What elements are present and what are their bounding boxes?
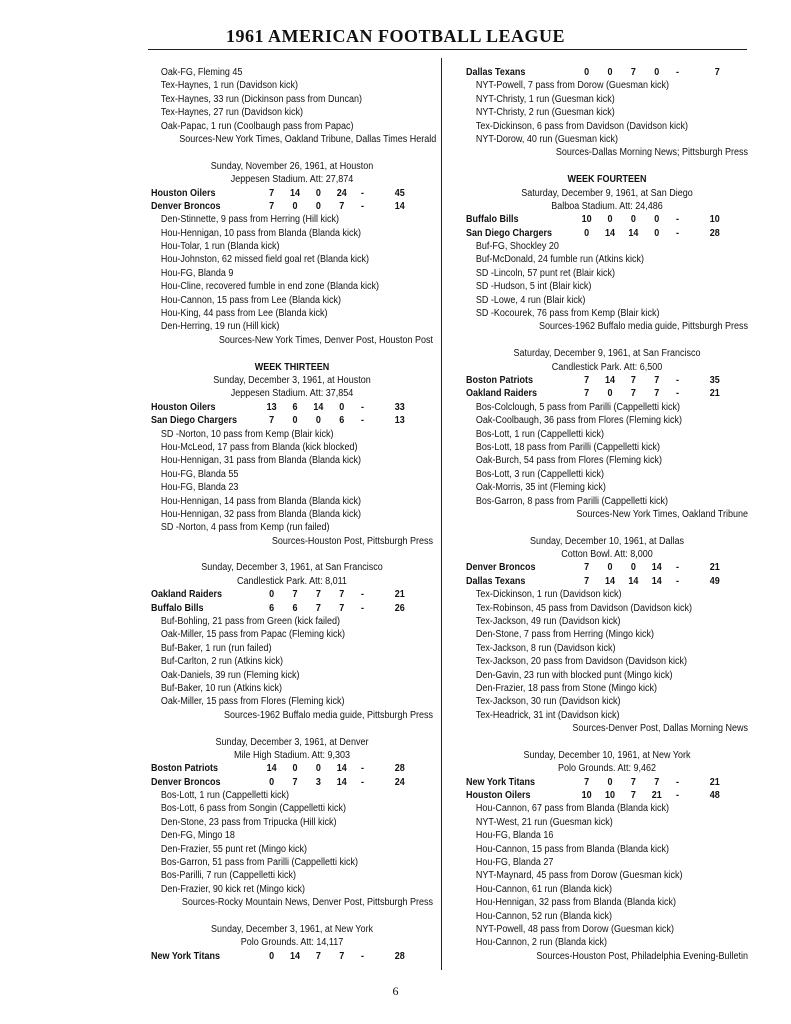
team-name: Dallas Texans <box>466 575 526 587</box>
final-score: 21 <box>394 589 405 601</box>
page-number: 6 <box>392 984 399 998</box>
team-name: Dallas Texans <box>466 67 526 78</box>
scoring-play: Bos-Parilli, 7 run (Cappelletti kick) <box>160 870 296 882</box>
left-column <box>151 66 437 963</box>
score-dash: - <box>360 589 365 601</box>
quarter-score: 13 <box>266 401 277 413</box>
team-name: San Diego Chargers <box>466 227 553 239</box>
sources-line: Sources-Dallas Morning News; Pittsburgh Press <box>555 147 748 159</box>
quarter-score: 14 <box>604 227 616 239</box>
final-score: 24 <box>394 776 405 788</box>
game-info: Sunday, December 10, 1961, at New York <box>523 749 691 761</box>
quarter-score: 0 <box>315 187 321 199</box>
scoring-play: Tex-Jackson, 49 run (Davidson kick) <box>475 616 621 628</box>
quarter-score: 7 <box>584 776 590 788</box>
team-score-row <box>466 213 720 226</box>
spacer <box>466 736 748 749</box>
scoring-play: Den-Gavin, 23 run with blocked punt (Mingo kick) <box>475 669 673 681</box>
scoring-play: SD -Norton, 4 pass from Kemp (run failed) <box>160 522 330 534</box>
score-dash: - <box>675 67 680 78</box>
quarter-score: 7 <box>269 187 275 199</box>
quarter-score: 0 <box>315 763 321 775</box>
game-info: Sunday, December 3, 1961, at Denver <box>215 736 369 748</box>
team-name: New York Titans <box>151 950 221 962</box>
quarter-score: 14 <box>651 575 662 587</box>
spacer <box>151 548 433 561</box>
quarter-score: 7 <box>630 67 636 78</box>
team-name: Houston Oilers <box>151 401 216 413</box>
scoring-play: NYT-Christy, 2 run (Guesman kick) <box>475 107 615 119</box>
scoring-play: Buf-Baker, 1 run (run failed) <box>160 642 272 654</box>
scoring-play: NYT-West, 21 run (Guesman kick) <box>475 816 613 828</box>
team-score-row <box>466 227 720 240</box>
scoring-play: Den-Herring, 19 run (Hill kick) <box>160 321 280 333</box>
quarter-score: 7 <box>654 374 660 386</box>
quarter-score: 0 <box>584 67 590 78</box>
scoring-play: Tex-Dickinson, 6 pass from Davidson (Davidson kick) <box>475 120 688 132</box>
quarter-score: 14 <box>336 776 347 788</box>
sources-line: Sources-Houston Post, Philadelphia Evening-Bulletin <box>536 950 748 962</box>
final-score: 49 <box>709 575 720 587</box>
game-info: Sunday, December 3, 1961, at San Francisco <box>201 562 383 574</box>
scoring-play: Oak-Burch, 54 pass from Flores (Fleming kick) <box>475 455 662 467</box>
quarter-score: 0 <box>292 200 298 212</box>
team-score-row <box>151 187 405 200</box>
quarter-score: 6 <box>269 602 275 614</box>
quarter-score: 0 <box>630 562 636 574</box>
spacer <box>466 160 748 173</box>
game-info: Sunday, December 10, 1961, at Dallas <box>530 535 684 547</box>
quarter-score: 7 <box>292 589 298 601</box>
score-dash: - <box>360 763 365 775</box>
game-info: Sunday, December 3, 1961, at Houston <box>213 374 371 386</box>
quarter-score: 0 <box>269 950 275 962</box>
scoring-play: Den-Stone, 7 pass from Herring (Mingo kick) <box>475 629 654 641</box>
game-info: Saturday, December 9, 1961, at San Diego <box>521 187 693 199</box>
scoring-play: NYT-Powell, 48 pass from Dorow (Guesman kick) <box>475 924 674 935</box>
quarter-score: 7 <box>339 589 345 601</box>
team-name: New York Titans <box>466 776 536 788</box>
quarter-score: 14 <box>313 401 324 413</box>
quarter-score: 21 <box>651 790 662 802</box>
team-score-row <box>151 776 405 789</box>
scoring-play: NYT-Powell, 7 pass from Dorow (Guesman kick) <box>475 80 669 92</box>
quarter-score: 7 <box>315 589 321 601</box>
game-info: Mile High Stadium. Att: 9,303 <box>233 749 351 761</box>
game-info: Cotton Bowl. Att: 8,000 <box>561 549 653 561</box>
quarter-score: 14 <box>289 187 301 199</box>
scoring-play: Oak-Coolbaugh, 36 pass from Flores (Fleming kick) <box>475 415 682 427</box>
score-dash: - <box>360 187 365 199</box>
week-heading: WEEK THIRTEEN <box>254 361 330 373</box>
scoring-play: Hou-Tolar, 1 run (Blanda kick) <box>160 241 280 253</box>
spacer <box>466 334 748 347</box>
scoring-play: Den-Frazier, 55 punt ret (Mingo kick) <box>160 843 307 855</box>
score-dash: - <box>360 950 365 962</box>
spacer <box>151 722 433 735</box>
quarter-score: 6 <box>292 401 298 413</box>
game-info: Jeppesen Stadium. Att: 27,874 <box>230 174 354 186</box>
team-name: Houston Oilers <box>466 790 531 802</box>
column-divider <box>441 58 442 970</box>
final-score: 21 <box>709 562 720 574</box>
quarter-score: 0 <box>292 763 298 775</box>
game-info: Candlestick Park. Att: 6,500 <box>551 361 663 373</box>
scoring-play: Buf-Baker, 10 run (Atkins kick) <box>160 682 282 694</box>
team-name: Boston Patriots <box>466 374 534 386</box>
score-dash: - <box>360 602 365 614</box>
team-score-row <box>151 762 405 775</box>
scoring-play: Buf-Carlton, 2 run (Atkins kick) <box>160 656 283 668</box>
score-dash: - <box>675 575 680 587</box>
quarter-score: 0 <box>654 67 660 78</box>
scoring-play: Buf-FG, Shockley 20 <box>475 241 559 253</box>
scoring-play: Tex-Haynes, 27 run (Davidson kick) <box>160 107 303 119</box>
game-info: Balboa Stadium. Att: 24,486 <box>551 200 663 212</box>
quarter-score: 7 <box>630 790 636 802</box>
scoring-play: NYT-Maynard, 45 pass from Dorow (Guesman kick) <box>475 870 683 882</box>
sources-line: Sources-New York Times, Oakland Tribune, Dallas Times Herald <box>179 133 437 145</box>
quarter-score: 14 <box>604 575 616 587</box>
scoring-play: Hou-FG, Blanda 23 <box>160 482 239 494</box>
quarter-score: 0 <box>607 67 613 78</box>
scoring-play: Hou-Hennigan, 14 pass from Blanda (Blanda kick) <box>160 495 362 507</box>
quarter-score: 0 <box>607 776 613 788</box>
scoring-play: Bos-Garron, 51 pass from Parilli (Cappelletti kick) <box>160 857 358 869</box>
scoring-play: Hou-McLeod, 17 pass from Blanda (kick blocked) <box>160 441 358 453</box>
quarter-score: 14 <box>336 763 347 775</box>
sources-line: Sources-Denver Post, Dallas Morning News <box>572 723 748 735</box>
quarter-score: 0 <box>607 214 613 226</box>
scoring-play: Hou-Cannon, 61 run (Blanda kick) <box>475 883 612 895</box>
game-info: Jeppesen Stadium. Att: 37,854 <box>230 388 354 400</box>
game-info: Saturday, December 9, 1961, at San Francisco <box>513 348 701 360</box>
spacer <box>151 347 433 360</box>
team-name: Denver Broncos <box>151 200 221 212</box>
scoring-play: Hou-King, 44 pass from Lee (Blanda kick) <box>160 308 328 320</box>
final-score: 14 <box>394 200 405 212</box>
final-score: 35 <box>709 374 720 386</box>
quarter-score: 7 <box>339 200 345 212</box>
quarter-score: 14 <box>289 950 301 962</box>
scoring-play: Oak-FG, Fleming 45 <box>160 67 243 78</box>
quarter-score: 0 <box>339 401 345 413</box>
score-dash: - <box>675 562 680 574</box>
scoring-play: Bos-Lott, 18 pass from Parilli (Cappelletti kick) <box>475 441 660 453</box>
final-score: 26 <box>394 602 405 614</box>
quarter-score: 0 <box>654 214 660 226</box>
scoring-play: Hou-Cline, recovered fumble in end zone (Blanda kick) <box>160 281 380 293</box>
scoring-play: Bos-Garron, 8 pass from Parilli (Cappelletti kick) <box>475 495 668 507</box>
scoring-play: SD -Norton, 10 pass from Kemp (Blair kick) <box>160 428 334 440</box>
quarter-score: 7 <box>269 200 275 212</box>
team-name: Oakland Raiders <box>151 589 223 601</box>
team-score-row <box>151 588 405 601</box>
scoring-play: Tex-Jackson, 8 run (Davidson kick) <box>475 642 616 654</box>
sources-line: Sources-1962 Buffalo media guide, Pittsburgh Press <box>539 321 748 333</box>
scoring-play: Hou-FG, Blanda 55 <box>160 468 239 480</box>
quarter-score: 7 <box>339 602 345 614</box>
scoring-play: Tex-Headrick, 31 int (Davidson kick) <box>475 709 620 721</box>
quarter-score: 14 <box>628 575 639 587</box>
quarter-score: 7 <box>315 950 321 962</box>
final-score: 21 <box>709 388 720 400</box>
quarter-score: 0 <box>607 562 613 574</box>
team-name: Houston Oilers <box>151 187 216 199</box>
game-info: Polo Grounds. Att: 9,462 <box>557 763 657 775</box>
scoring-play: Tex-Dickinson, 1 run (Davidson kick) <box>475 589 622 601</box>
team-score-row <box>151 200 405 213</box>
spacer <box>151 910 433 923</box>
final-score: 45 <box>394 187 405 199</box>
quarter-score: 10 <box>581 790 592 802</box>
team-name: Buffalo Bills <box>466 214 519 226</box>
final-score: 28 <box>394 950 405 962</box>
scoring-play: Den-Stinnette, 9 pass from Herring (Hill kick) <box>160 214 339 226</box>
quarter-score: 6 <box>292 602 298 614</box>
team-name: San Diego Chargers <box>151 415 238 427</box>
sources-line: Sources-Houston Post, Pittsburgh Press <box>271 535 433 547</box>
scoring-play: Hou-Cannon, 15 pass from Lee (Blanda kick) <box>160 294 341 306</box>
quarter-score: 7 <box>315 602 321 614</box>
scoring-play: Tex-Haynes, 33 run (Dickinson pass from Duncan) <box>160 93 362 105</box>
scoring-play: Tex-Jackson, 20 pass from Davidson (Davidson kick) <box>475 656 687 668</box>
team-score-row <box>466 374 720 387</box>
scoring-play: Buf-McDonald, 24 fumble run (Atkins kick) <box>475 254 644 266</box>
scoring-play: Hou-FG, Blanda 9 <box>160 267 234 279</box>
final-score: 10 <box>709 214 720 226</box>
quarter-score: 7 <box>654 388 660 400</box>
quarter-score: 7 <box>339 950 345 962</box>
quarter-score: 3 <box>315 776 321 788</box>
quarter-score: 0 <box>269 589 275 601</box>
final-score: 28 <box>394 763 405 775</box>
quarter-score: 24 <box>336 187 347 199</box>
scoring-play: Bos-Lott, 1 run (Cappelletti kick) <box>475 428 604 440</box>
quarter-score: 7 <box>630 388 636 400</box>
spacer <box>466 521 748 534</box>
team-score-row <box>151 414 405 427</box>
scoring-play: Hou-Johnston, 62 missed field goal ret (Blanda kick) <box>160 254 370 266</box>
final-score: 48 <box>709 790 720 802</box>
quarter-score: 6 <box>339 415 345 427</box>
scoring-play: Tex-Jackson, 30 run (Davidson kick) <box>475 696 621 708</box>
team-score-row <box>466 789 720 802</box>
quarter-score: 10 <box>581 214 592 226</box>
team-name: Boston Patriots <box>151 763 219 775</box>
score-dash: - <box>360 401 365 413</box>
sources-line: Sources-New York Times, Oakland Tribune <box>576 508 748 520</box>
team-name: Oakland Raiders <box>466 388 538 400</box>
scoring-play: Hou-Cannon, 67 pass from Blanda (Blanda kick) <box>475 803 670 815</box>
scoring-play: Hou-Cannon, 52 run (Blanda kick) <box>475 910 612 922</box>
score-dash: - <box>360 415 365 427</box>
game-info: Candlestick Park. Att: 8,011 <box>237 575 347 587</box>
score-dash: - <box>675 214 680 226</box>
team-name: Denver Broncos <box>151 776 221 788</box>
scoring-play: NYT-Christy, 1 run (Guesman kick) <box>475 93 615 105</box>
quarter-score: 14 <box>266 763 277 775</box>
final-score: 21 <box>709 776 720 788</box>
quarter-score: 14 <box>628 227 639 239</box>
week-heading: WEEK FOURTEEN <box>567 174 647 186</box>
scoring-play: Oak-Papac, 1 run (Coolbaugh pass from Papac) <box>160 120 354 132</box>
team-score-row <box>151 950 405 963</box>
game-info: Polo Grounds. Att: 14,117 <box>240 937 344 949</box>
score-dash: - <box>360 200 365 212</box>
team-score-row <box>466 776 720 789</box>
scoring-play: SD -Hudson, 5 int (Blair kick) <box>475 281 592 293</box>
team-name: Denver Broncos <box>466 562 536 574</box>
scoring-play: Den-FG, Mingo 18 <box>160 830 235 842</box>
scoring-play: Oak-Miller, 15 pass from Papac (Fleming kick) <box>160 629 345 641</box>
scoring-play: Den-Frazier, 90 kick ret (Mingo kick) <box>160 883 305 895</box>
scoring-play: Bos-Colclough, 5 pass from Parilli (Cappelletti kick) <box>475 401 680 413</box>
scoring-play: Bos-Lott, 3 run (Cappelletti kick) <box>475 468 604 480</box>
scoring-play: Oak-Morris, 35 int (Fleming kick) <box>475 482 606 494</box>
scoring-play: Oak-Daniels, 39 run (Fleming kick) <box>160 669 300 681</box>
scoring-play: Tex-Haynes, 1 run (Davidson kick) <box>160 80 298 92</box>
title-rule <box>148 49 747 50</box>
sources-line: Sources-Rocky Mountain News, Denver Post, Pittsburgh Press <box>181 897 433 909</box>
sources-line: Sources-1962 Buffalo media guide, Pittsburgh Press <box>224 709 433 721</box>
team-score-row <box>466 575 720 588</box>
scoring-play: SD -Kocourek, 76 pass from Kemp (Blair kick) <box>475 308 660 320</box>
right-column <box>466 66 748 963</box>
quarter-score: 7 <box>584 562 590 574</box>
scoring-play: Hou-Cannon, 2 run (Blanda kick) <box>475 937 607 949</box>
game-info: Sunday, November 26, 1961, at Houston <box>210 160 374 172</box>
team-score-row <box>466 561 720 574</box>
quarter-score: 0 <box>269 776 275 788</box>
scoring-play: Den-Stone, 23 pass from Tripucka (Hill kick) <box>160 816 337 828</box>
score-dash: - <box>675 790 680 802</box>
quarter-score: 10 <box>604 790 616 802</box>
scoring-play: NYT-Dorow, 40 run (Guesman kick) <box>475 133 618 145</box>
team-score-row <box>466 387 720 400</box>
quarter-score: 0 <box>584 227 590 239</box>
quarter-score: 0 <box>630 214 636 226</box>
score-dash: - <box>675 776 680 788</box>
sources-line: Sources-New York Times, Denver Post, Houston Post <box>218 334 433 346</box>
team-name: Buffalo Bills <box>151 602 204 614</box>
final-score: 28 <box>709 227 720 239</box>
quarter-score: 7 <box>269 415 275 427</box>
quarter-score: 7 <box>630 374 636 386</box>
quarter-score: 0 <box>292 415 298 427</box>
scoring-play: Hou-FG, Blanda 27 <box>475 857 554 869</box>
scoring-play: Bos-Lott, 6 pass from Songin (Cappelletti kick) <box>160 803 346 815</box>
score-dash: - <box>675 388 680 400</box>
scoring-play: Bos-Lott, 1 run (Cappelletti kick) <box>160 790 289 802</box>
team-score-row <box>151 401 405 414</box>
quarter-score: 0 <box>315 415 321 427</box>
scoring-play: Tex-Robinson, 45 pass from Davidson (Davidson kick) <box>475 602 692 614</box>
scoring-play: Oak-Miller, 15 pass from Flores (Fleming kick) <box>160 696 345 708</box>
scoring-play: Hou-Hennigan, 31 pass from Blanda (Blanda kick) <box>160 455 362 467</box>
quarter-score: 0 <box>315 200 321 212</box>
final-score: 33 <box>394 401 405 413</box>
scoring-play: Hou-Hennigan, 32 pass from Blanda (Blanda kick) <box>475 897 677 909</box>
score-dash: - <box>675 374 680 386</box>
team-score-row <box>151 602 405 615</box>
quarter-score: 14 <box>604 374 616 386</box>
spacer <box>151 146 433 159</box>
scoring-play: Hou-Hennigan, 32 pass from Blanda (Blanda kick) <box>160 508 362 520</box>
game-info: Sunday, December 3, 1961, at New York <box>211 924 373 935</box>
quarter-score: 7 <box>584 575 590 587</box>
quarter-score: 0 <box>654 227 660 239</box>
final-score: 7 <box>714 67 720 78</box>
quarter-score: 14 <box>651 562 662 574</box>
scoring-play: Hou-Hennigan, 10 pass from Blanda (Blanda kick) <box>160 227 362 239</box>
quarter-score: 0 <box>607 388 613 400</box>
final-score: 13 <box>394 415 405 427</box>
quarter-score: 7 <box>584 388 590 400</box>
scoring-play: SD -Lincoln, 57 punt ret (Blair kick) <box>475 267 615 279</box>
score-dash: - <box>675 227 680 239</box>
page-title: 1961 AMERICAN FOOTBALL LEAGUE <box>225 26 566 46</box>
quarter-score: 7 <box>584 374 590 386</box>
scoring-play: SD -Lowe, 4 run (Blair kick) <box>475 294 586 306</box>
quarter-score: 7 <box>654 776 660 788</box>
scoring-play: Hou-FG, Blanda 16 <box>475 830 554 842</box>
team-score-row <box>466 66 720 79</box>
quarter-score: 7 <box>292 776 298 788</box>
scoring-play: Den-Frazier, 18 pass from Stone (Mingo kick) <box>475 682 657 694</box>
scoring-play: Hou-Cannon, 15 pass from Blanda (Blanda kick) <box>475 843 670 855</box>
scoring-play: Buf-Bohling, 21 pass from Green (kick failed) <box>160 616 340 628</box>
score-dash: - <box>360 776 365 788</box>
quarter-score: 7 <box>630 776 636 788</box>
